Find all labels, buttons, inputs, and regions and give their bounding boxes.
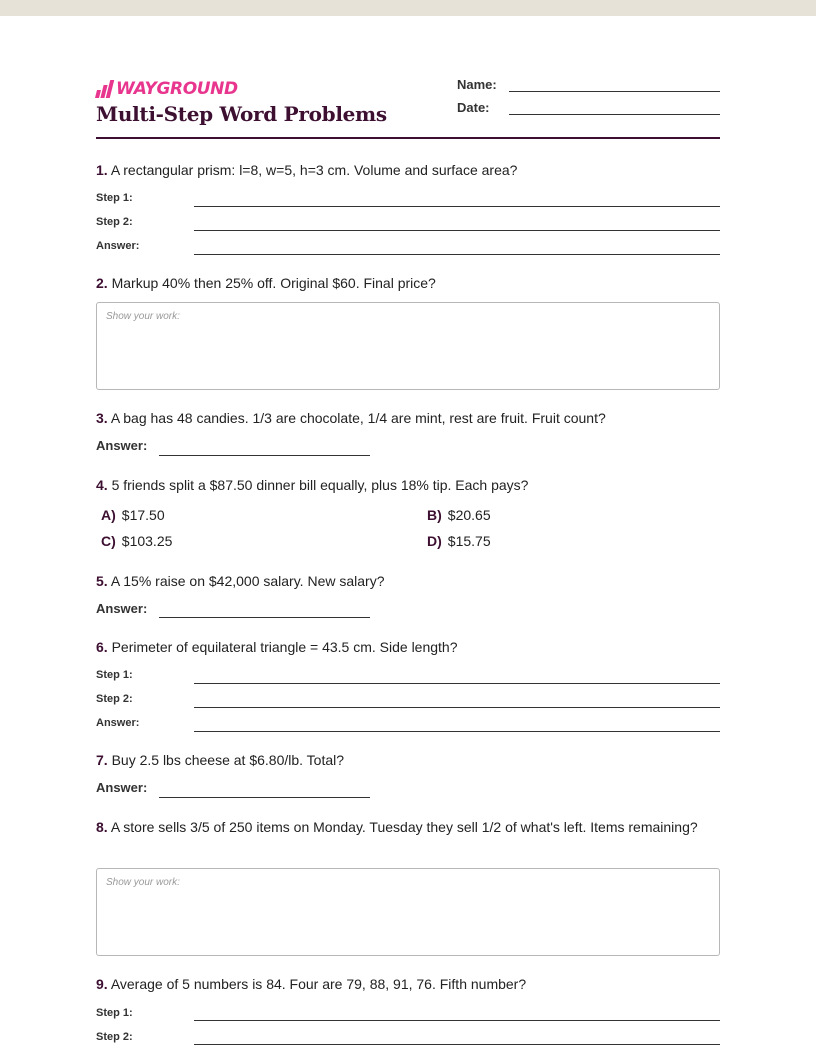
choice-text: $20.65	[447, 507, 491, 523]
question-number: 1.	[96, 162, 108, 178]
page-title: Multi-Step Word Problems	[96, 102, 387, 126]
question-number: 4.	[96, 477, 108, 493]
question-text: A 15% raise on $42,000 salary. New salary?	[110, 573, 385, 589]
answer-line[interactable]	[159, 455, 370, 456]
question-text: 5 friends split a $87.50 dinner bill equally, plus 18% tip. Each pays?	[111, 477, 529, 493]
question-number: 7.	[96, 752, 108, 768]
question-5	[96, 570, 720, 592]
answer-label: Answer:	[96, 438, 148, 453]
brand-logo	[96, 79, 238, 99]
step-2-answer-line[interactable]	[194, 230, 720, 231]
name-row	[457, 77, 720, 92]
question-text: Average of 5 numbers is 84. Four are 79, 88, 91, 76. Fifth number?	[110, 976, 527, 992]
step-label: Step 2:	[96, 216, 133, 228]
work-area-hint: Show your work:	[106, 311, 180, 322]
choice-letter: C)	[101, 533, 116, 549]
question-text: A rectangular prism: l=8, w=5, h=3 cm. Volume and surface area?	[110, 162, 518, 178]
step-2-answer-line[interactable]	[194, 1044, 720, 1045]
question-number: 2.	[96, 275, 108, 291]
step-label: Step 1:	[96, 1007, 133, 1019]
choice-letter: A)	[101, 507, 116, 523]
work-area-hint: Show your work:	[106, 877, 180, 888]
choice-text: $103.25	[121, 533, 173, 549]
step-label: Step 1:	[96, 192, 133, 204]
date-field[interactable]	[509, 100, 720, 115]
choice-letter: D)	[427, 533, 442, 549]
step-label: Step 2:	[96, 693, 133, 705]
choice-letter: B)	[427, 507, 442, 523]
question-number: 9.	[96, 976, 108, 992]
question-3	[96, 407, 720, 429]
name-label: Name:	[457, 77, 497, 92]
question-text: Markup 40% then 25% off. Original $60. Final price?	[111, 275, 436, 291]
brand-logo-icon	[96, 80, 112, 98]
question-number: 6.	[96, 639, 108, 655]
step-label: Step 1:	[96, 669, 133, 681]
choice-a[interactable]	[101, 507, 165, 523]
name-field[interactable]	[509, 77, 720, 92]
question-2	[96, 272, 720, 294]
date-row	[457, 100, 720, 115]
answer-line[interactable]	[159, 617, 370, 618]
final-answer-line[interactable]	[194, 731, 720, 732]
step-1-answer-line[interactable]	[194, 1020, 720, 1021]
choice-d[interactable]	[427, 533, 491, 549]
step-label: Answer:	[96, 240, 140, 252]
question-9	[96, 973, 720, 995]
question-number: 5.	[96, 573, 108, 589]
answer-label: Answer:	[96, 780, 148, 795]
work-area[interactable]	[96, 868, 720, 956]
date-label: Date:	[457, 100, 490, 115]
choice-b[interactable]	[427, 507, 491, 523]
step-label: Answer:	[96, 717, 140, 729]
page-top-bar	[0, 0, 816, 16]
step-1-answer-line[interactable]	[194, 206, 720, 207]
final-answer-line[interactable]	[194, 254, 720, 255]
question-4	[96, 474, 720, 496]
question-6	[96, 636, 720, 658]
question-7	[96, 749, 720, 771]
step-1-answer-line[interactable]	[194, 683, 720, 684]
choice-text: $15.75	[447, 533, 491, 549]
answer-label: Answer:	[96, 601, 148, 616]
question-text: A store sells 3/5 of 250 items on Monday. Tuesday they sell 1/2 of what's left. Items remaining?	[110, 819, 698, 835]
header-divider	[96, 137, 720, 139]
work-area[interactable]	[96, 302, 720, 390]
question-text: Perimeter of equilateral triangle = 43.5 cm. Side length?	[111, 639, 458, 655]
answer-line[interactable]	[159, 797, 370, 798]
step-2-answer-line[interactable]	[194, 707, 720, 708]
choice-c[interactable]	[101, 533, 172, 549]
question-text: A bag has 48 candies. 1/3 are chocolate, 1/4 are mint, rest are fruit. Fruit count?	[110, 410, 606, 426]
question-number: 8.	[96, 819, 108, 835]
question-1	[96, 159, 720, 181]
question-text: Buy 2.5 lbs cheese at $6.80/lb. Total?	[111, 752, 345, 768]
brand-name: WAYGROUND	[116, 79, 238, 99]
question-number: 3.	[96, 410, 108, 426]
step-label: Step 2:	[96, 1031, 133, 1043]
choice-text: $17.50	[121, 507, 165, 523]
question-8	[96, 816, 720, 838]
